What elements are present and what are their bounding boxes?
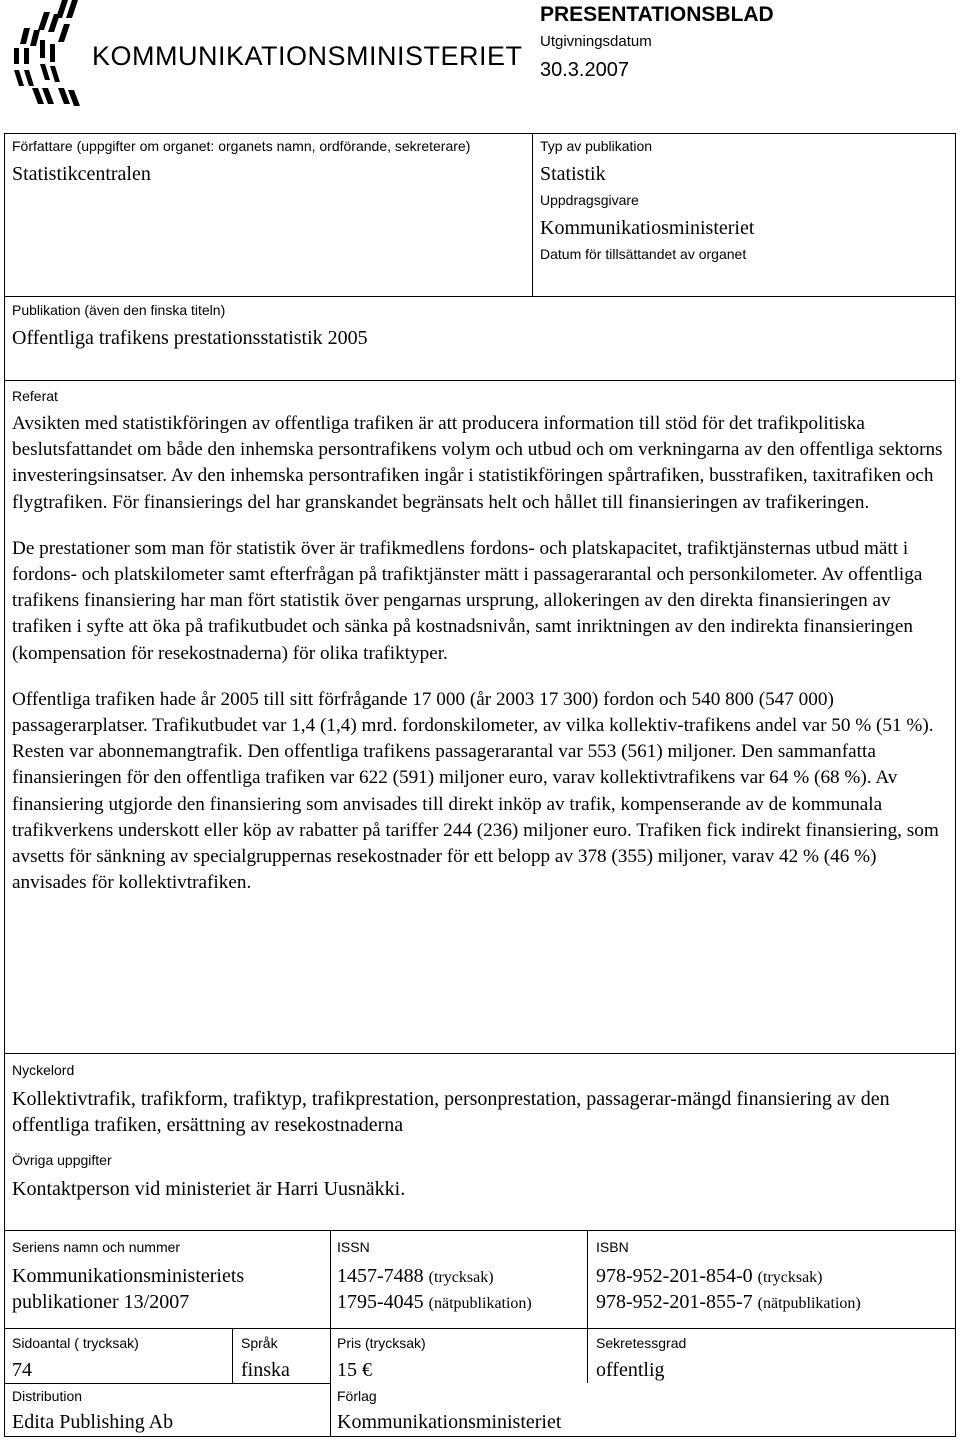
classification-value: offentlig	[596, 1359, 665, 1381]
distribution-value: Edita Publishing Ab	[12, 1411, 174, 1433]
abstract-paragraph: Avsikten med statistikföringen av offentliga trafiken är att producera information till stöd för det trafikpolitiska beslutsfattandet om både den inhemska persontrafikens volym och utbud och om verkningarna av den offentliga sektorns investeringsinsatser. Av den inhemska persontrafiken ingår i statistikföringen spårtrafiken, busstrafiken, taxitrafiken och flygtrafiken. För finansierings del har granskandet begränsats helt och hållet till finansieringen av trafikeringen.	[12, 413, 943, 513]
keywords-label: Nyckelord	[12, 1062, 75, 1078]
publication-label: Publikation (även den finska titeln)	[12, 302, 226, 318]
keywords-value: Kollektivtrafik, trafikform, trafiktyp, trafikprestation, personprestation, passagerar-mängd finansiering av den offentliga trafiken, ersättning av resekostnaderna	[12, 1088, 890, 1136]
issn-label: ISSN	[337, 1239, 370, 1255]
issn-web-value: 1795-4045	[337, 1291, 424, 1313]
abstract-body	[12, 411, 950, 916]
ministry-name: KOMMUNIKATIONSMINISTERIET	[92, 41, 523, 71]
series-line-2: publikationer 13/2007	[12, 1291, 190, 1313]
other-info-value: Kontaktperson vid ministeriet är Harri Uusnäkki.	[12, 1178, 406, 1200]
divider-bottom-grid	[4, 1230, 956, 1231]
pages-label: Sidoantal ( trycksak)	[12, 1335, 139, 1351]
classification-label: Sekretessgrad	[596, 1335, 687, 1351]
grid-col-divider-lang	[232, 1328, 233, 1383]
pages-value: 74	[12, 1359, 32, 1381]
abstract-label: Referat	[12, 388, 58, 404]
isbn-web	[596, 1290, 861, 1316]
isbn-label: ISBN	[596, 1239, 629, 1255]
ministry-logo-icon	[10, 0, 90, 112]
language-label: Språk	[241, 1335, 278, 1351]
series-line-1: Kommunikationsministeriets	[12, 1265, 245, 1287]
author-value: Statistikcentralen	[12, 163, 151, 185]
language-value: finska	[241, 1359, 290, 1381]
divider-abstract	[4, 380, 956, 381]
divider-row2	[4, 1328, 956, 1329]
commissioner-value: Kommunikatiosministeriet	[540, 217, 755, 239]
publisher-label: Förlag	[337, 1388, 377, 1404]
abstract-paragraph: De prestationer som man för statistik över är trafikmedlens fordons- och platskapacitet, trafiktjänsternas utbud mätt i fordons- och platskilometer samt efterfrågan på trafiktjänster mätt i passagerarantal och personkilometer. Av offentliga trafikens finansiering har man fört statistik över pengarnas ursprung, allokeringen av den direkta finansieringen av trafiken i syfte att öka på trafikutbudet och sänka på kostnadsnivån, samt inriktningen av den indirekta finansieringen (kompensation för resekostnaderna) för olika trafiktyper.	[12, 537, 923, 664]
appointment-date-label: Datum för tillsättandet av organet	[540, 246, 747, 262]
abstract-paragraph: Offentliga trafiken hade år 2005 till sitt förfrågande 17 000 (år 2003 17 300) fordon och 540 800 (547 000) passagerarplatser. Trafikutbudet var 1,4 (1,4) mrd. fordonskilometer, av vilka kollektiv-trafikens andel var 50 % (51 %). Resten var abonnemangtrafik. Den offentliga trafikens passagerarantal var 553 (561) miljoner. Den sammanfatta finansieringen för den offentliga trafiken var 622 (591) miljoner euro, varav kollektivtrafikens var 64 % (68 %). Av finansiering utgjorde den finansiering som anvisades till direkt inköp av trafik, kompenserande av de kommunala trafikverkens underskott eller köp av rabatter på tariffer 244 (236) miljoner euro. Trafiken fick indirekt finansiering, som avsetts för sänkning av specialgruppernas resekostnader för ett belopp av 378 (355) miljoner, varav 42 % (46 %) anvisades för kollektivtrafiken.	[12, 688, 939, 894]
grid-col-divider-2	[587, 1230, 588, 1383]
issn-print-note: (trycksak)	[428, 1269, 494, 1286]
issn-print-value: 1457-7488	[337, 1265, 424, 1287]
top-divider-vertical	[532, 133, 533, 296]
isbn-web-note: (nätpublikation)	[757, 1295, 861, 1312]
isbn-print	[596, 1264, 823, 1290]
publication-title: Offentliga trafikens prestationsstatistik 2005	[12, 327, 368, 349]
divider-row3-left	[4, 1383, 330, 1384]
price-label: Pris (trycksak)	[337, 1335, 426, 1351]
grid-col-divider-1	[330, 1230, 331, 1437]
isbn-print-note: (trycksak)	[757, 1269, 823, 1286]
issn-print	[337, 1264, 494, 1290]
release-date: 30.3.2007	[540, 59, 629, 81]
issn-web-note: (nätpublikation)	[428, 1295, 532, 1312]
issn-web	[337, 1290, 532, 1316]
doc-type-title: PRESENTATIONSBLAD	[540, 3, 774, 26]
other-info-label: Övriga uppgifter	[12, 1152, 112, 1168]
price-value: 15 €	[337, 1359, 372, 1381]
publication-type-value: Statistik	[540, 163, 606, 185]
distribution-label: Distribution	[12, 1388, 83, 1404]
divider-publication	[4, 296, 956, 297]
release-date-label: Utgivningsdatum	[540, 33, 652, 50]
publication-type-label: Typ av publikation	[540, 138, 653, 154]
isbn-print-value: 978-952-201-854-0	[596, 1265, 753, 1287]
publisher-value: Kommunikationsministeriet	[337, 1411, 562, 1433]
divider-keywords	[4, 1053, 956, 1054]
isbn-web-value: 978-952-201-855-7	[596, 1291, 753, 1313]
series-label: Seriens namn och nummer	[12, 1239, 181, 1255]
author-label: Författare (uppgifter om organet: organets namn, ordförande, sekreterare)	[12, 138, 471, 154]
commissioner-label: Uppdragsgivare	[540, 192, 639, 208]
